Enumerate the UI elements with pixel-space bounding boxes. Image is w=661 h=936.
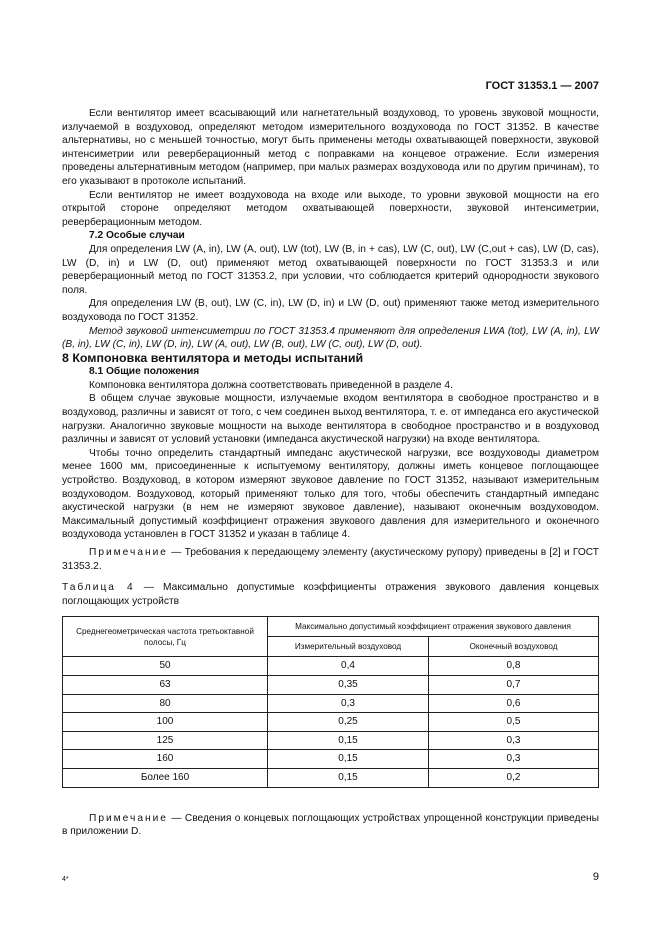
- table-cell: 0,3: [429, 750, 599, 769]
- table-cell: 0,15: [268, 768, 429, 787]
- table-cell: 0,5: [429, 713, 599, 732]
- table-cell: 0,15: [268, 731, 429, 750]
- column-group-header: Максимально допустимый коэффициент отражения звукового давления: [268, 617, 599, 637]
- table-row: [63, 675, 599, 694]
- paragraph-special-cases-2: Для определения LW (B, out), LW (C, in), LW (D, in) и LW (D, out) применяют также метод измерительного воздуховода по ГОСТ 31352.: [62, 298, 599, 323]
- table-row: [63, 768, 599, 787]
- note-1: [62, 546, 599, 573]
- table-cell: 0,35: [268, 675, 429, 694]
- note-2-text: — Сведения о концевых поглощающих устройствах упрощенной конструкции приведены в приложении D.: [62, 812, 599, 838]
- table-4-caption: [62, 581, 599, 608]
- paragraph-layout: Компоновка вентилятора должна соответствовать приведенной в разделе 4.: [89, 379, 453, 391]
- table-row: [63, 750, 599, 769]
- table-cell: 100: [63, 713, 268, 732]
- table-4-label: Таблица 4: [62, 582, 135, 594]
- table-cell: 0,8: [429, 657, 599, 676]
- table-cell: 0,25: [268, 713, 429, 732]
- note-1-text: — Требования к передающему элементу (акустическому рупору) приведены в [2] и ГОСТ 31353.2.: [62, 547, 599, 572]
- heading-7-2: 7.2 Особые случаи: [89, 230, 185, 242]
- column-header-frequency: Среднегеометрическая частота третьоктавной полосы, Гц: [63, 617, 268, 657]
- table-cell: 0,3: [268, 694, 429, 713]
- table-cell: 0,7: [429, 675, 599, 694]
- table-4-title: — Максимально допустимые коэффициенты отражения звукового давления концевых поглощающих устройств: [62, 582, 599, 607]
- table-cell: 80: [63, 694, 268, 713]
- table-cell: 125: [63, 731, 268, 750]
- page-number: 9: [592, 871, 599, 883]
- document-body: [62, 107, 599, 839]
- column-header-measuring-duct: Измерительный воздуховод: [268, 637, 429, 657]
- table-cell: 0,3: [429, 731, 599, 750]
- heading-8-1: 8.1 Общие положения: [89, 366, 200, 378]
- paragraph-no-duct: Если вентилятор не имеет воздуховода на входе или выходе, то уровни звуковой мощности на его открытой стороне определяют методом охватывающей поверхности, звуковой интенсиметрии, реверберационным методом.: [62, 189, 599, 228]
- table-cell: Более 160: [63, 768, 268, 787]
- table-cell: 0,15: [268, 750, 429, 769]
- table-cell: 0,4: [268, 657, 429, 676]
- table-row: [63, 694, 599, 713]
- table-cell: 160: [63, 750, 268, 769]
- paragraph-impedance: Чтобы точно определить стандартный импеданс акустической нагрузки, все воздуховоды диаметром менее 1600 мм, присоединенные к испытуемому вентилятору, должны иметь концевое поглощающее устройство. Воздуховод, в котором измеряют звуковое давление по ГОСТ 31352, называют измерительным воздуховодом. Воздуховод, который применяют только для того, чтобы обеспечить стандартный импеданс акустической нагрузки (в нем не измеряют звуковое давление), называют оконечным воздуховодом. Максимальный допустимый коэффициент отражения звукового давления для измерительного и оконечного воздуховода установлен в ГОСТ 31352 и указан в таблице 4.: [62, 447, 599, 541]
- table-body: [63, 657, 599, 787]
- paragraph-intensimetry: Метод звуковой интенсиметрии по ГОСТ 31353.4 применяют для определения LWA (tot), LW (A, in), LW (B, in), LW (C, in), LW (D, in), LW (A, out), LW (B, out), LW (C, out), LW (D, out).: [62, 325, 599, 351]
- paragraph-special-cases-1: Для определения LW (A, in), LW (A, out), LW (tot), LW (B, in + cas), LW (C, out), LW (C,out + cas), LW (D, cas), LW (D, in) и LW (D, out) применяют метод охватывающей поверхности по ГОСТ 31353.3 и или реверберационный метод по ГОСТ 31353.2, при условии, что соблюдается критерий однородности звукового поля.: [62, 243, 599, 296]
- footer-sheet-mark: 4*: [62, 876, 69, 883]
- column-header-terminal-duct: Оконечный воздуховод: [429, 637, 599, 657]
- table-cell: 50: [63, 657, 268, 676]
- table-cell: 63: [63, 675, 268, 694]
- table-cell: 0,2: [429, 768, 599, 787]
- heading-section-8: 8 Компоновка вентилятора и методы испытаний: [62, 350, 364, 365]
- note-2: [62, 812, 599, 839]
- note-2-label: Примечание: [89, 812, 168, 824]
- document-code: ГОСТ 31353.1 — 2007: [485, 80, 599, 92]
- table-cell: 0,6: [429, 694, 599, 713]
- paragraph-duct-method: Если вентилятор имеет всасывающий или нагнетательный воздуховод, то уровень звуковой мощности, излучаемой в воздуховод, определяют методом измерительного воздуховода по ГОСТ 31352. В качестве альтернативы, но с меньшей точностью, могут быть применены методы охватывающей поверхности, звуковой интенсиметрии или реверберационный метод с поправками на концевое отражение. Если измерения проведены альтернативным методом (например, при малых размерах воздуховода или по другим причинам), то его указывают в протоколе испытаний.: [62, 108, 599, 187]
- paragraph-general-case: В общем случае звуковые мощности, излучаемые входом вентилятора в свободное пространство и в воздуховод, различны и зависят от того, с чем соединен выход вентилятора, т. е. от импеданса его акустической нагрузки. Аналогично звуковые мощности на выходе вентилятора в свободное пространство и в воздуховод различны и зависят от условий установки (импеданса акустической нагрузки) на входе вентилятора.: [62, 393, 599, 446]
- reflection-coefficient-table: [62, 616, 599, 787]
- table-row: [63, 657, 599, 676]
- table-row: [63, 713, 599, 732]
- note-1-label: Примечание: [89, 547, 168, 558]
- table-row: [63, 731, 599, 750]
